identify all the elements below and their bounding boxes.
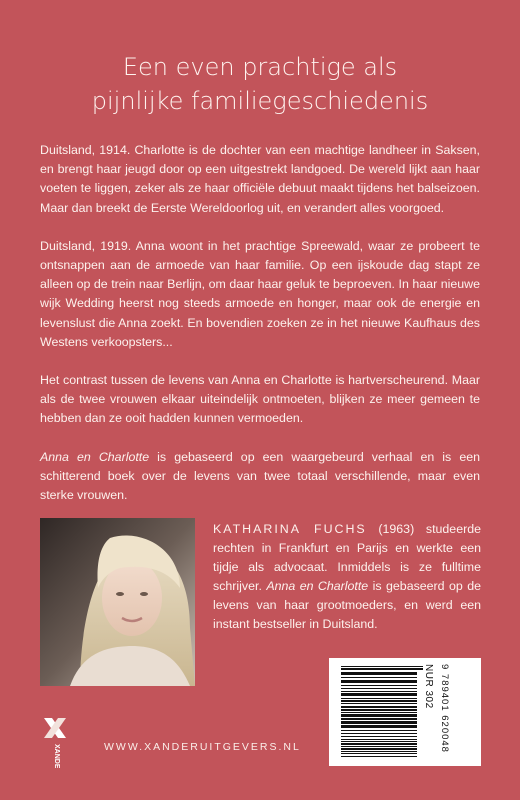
barcode-bar bbox=[341, 706, 417, 708]
barcode-bar bbox=[341, 753, 417, 754]
barcode-bar bbox=[341, 733, 417, 734]
barcode-bar bbox=[341, 741, 417, 742]
barcode-bar bbox=[341, 693, 417, 696]
author-bio-book-title: Anna en Charlotte bbox=[266, 579, 369, 593]
barcode-bar bbox=[341, 730, 417, 731]
barcode-bar bbox=[341, 714, 417, 717]
barcode-bar bbox=[341, 709, 417, 711]
barcode-bar bbox=[341, 736, 417, 737]
author-bio bbox=[213, 520, 481, 634]
barcode-bar bbox=[341, 712, 417, 713]
blurb bbox=[40, 141, 480, 524]
nur-label: NUR 302 bbox=[423, 664, 434, 709]
barcode-bar bbox=[341, 743, 417, 745]
barcode-bar bbox=[341, 680, 417, 683]
tagline-line-2: pijnlijke familiegeschiedenis bbox=[91, 87, 429, 115]
barcode-bar bbox=[341, 677, 417, 678]
author-portrait-image bbox=[40, 518, 195, 686]
tagline-line-1: Een even prachtige als bbox=[122, 53, 398, 81]
blurb-paragraph-1: Duitsland, 1914. Charlotte is de dochter van een machtige landheer in Saksen, en brengt haar jeugd door op een uitgestrekt landgoed. De wereld lijkt aan haar voeten te liggen, zeker als ze haar officiële debuut maakt tijdens het balseizoen. Maar dan breekt de Eerste Wereldoorlog uit, en verandert alles voorgoed. bbox=[40, 143, 480, 215]
publisher-logo bbox=[42, 716, 68, 768]
author-name: KATHARINA FUCHS bbox=[213, 522, 367, 536]
barcode-bar bbox=[341, 688, 417, 689]
author-bio-text-2: is gebaseerd op de levens van haar grootmoeders, en werd een instant bestseller in Duitsland. bbox=[213, 579, 482, 631]
barcode-bar bbox=[341, 672, 417, 675]
blurb-paragraph-4 bbox=[40, 448, 480, 506]
barcode-bar bbox=[341, 748, 417, 750]
barcode-bar bbox=[341, 685, 417, 686]
blurb-paragraph-4-text: is gebaseerd op een waargebeurd verhaal en is een schitterend boek over de levens van twee totaal verschillende, maar even sterke vrouwen. bbox=[40, 449, 480, 503]
barcode-bar bbox=[341, 691, 417, 692]
barcode-bar bbox=[341, 718, 417, 720]
author-bio-text-1: (1963) studeerde rechten in Frankfurt en Parijs en werkte een tijdje als advocaat. Inmiddels is ze fulltime schrijver. bbox=[213, 522, 481, 593]
barcode-bar bbox=[341, 668, 423, 670]
barcode-bar bbox=[341, 721, 417, 724]
barcode-bar bbox=[341, 725, 417, 728]
barcode-bar bbox=[341, 751, 417, 752]
blurb-paragraph-2: Duitsland, 1919. Anna woont in het prachtige Spreewald, waar ze probeert te ontsnappen aan de armoede van haar familie. Op een ijskoude dag stapt ze alleen op de trein naar Berlijn, om daar haar geluk te beproeven. In haar nieuwe wijk Wedding heerst nog steeds armoede en honger, maar ook de energie en levenslust die Anna zoekt. En bovendien zoeken ze in het nieuwe Kaufhaus des Westens verkoopsters... bbox=[40, 238, 480, 349]
barcode-bar bbox=[341, 756, 417, 757]
barcode-bar bbox=[341, 666, 423, 667]
book-title: Anna en Charlotte bbox=[40, 449, 150, 464]
barcode-bar bbox=[341, 739, 417, 740]
barcode-bar bbox=[341, 698, 417, 699]
publisher-url[interactable]: WWW.XANDERUITGEVERS.NL bbox=[104, 741, 301, 753]
tagline bbox=[20, 50, 500, 118]
nur-label-container bbox=[420, 664, 434, 764]
author-photo bbox=[40, 518, 195, 686]
barcode-bar bbox=[341, 700, 417, 702]
barcode-box bbox=[329, 658, 481, 766]
xander-x-logo-icon bbox=[42, 716, 68, 768]
barcode-bar bbox=[341, 703, 417, 704]
isbn-barcode bbox=[329, 658, 481, 766]
barcode-bar bbox=[341, 746, 417, 747]
publisher-logo-text: XANDER bbox=[53, 744, 60, 768]
blurb-paragraph-3: Het contrast tussen de levens van Anna en Charlotte is hartverscheurend. Maar als de twee vrouwen elkaar uiteindelijk ontmoeten, blijken ze meer gemeen te hebben dan ze ooit hadden kunnen vermoeden. bbox=[40, 373, 480, 426]
isbn-number: 9 789401 620048 bbox=[439, 664, 450, 753]
